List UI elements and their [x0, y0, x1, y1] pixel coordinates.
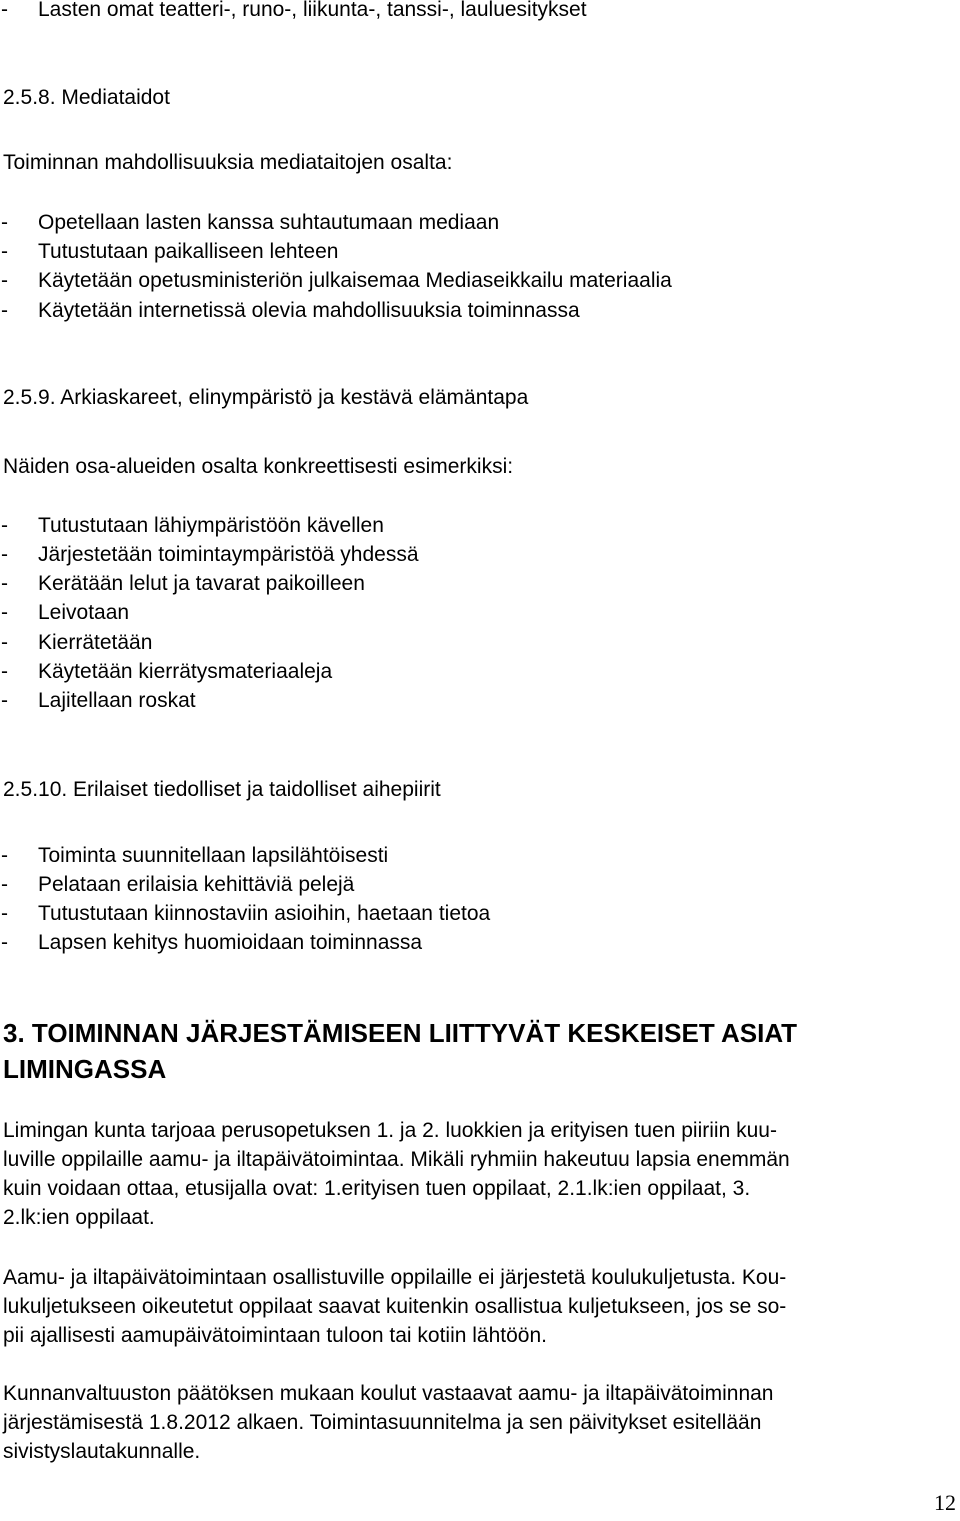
list-item [1, 900, 491, 928]
bullet-dash: - [1, 299, 8, 322]
list-item [1, 658, 333, 686]
paragraph-line: kuin voidaan ottaa, etusijalla ovat: 1.erityisen tuen oppilaat, 2.1.lk:ien oppilaat, 3. [3, 1177, 751, 1200]
list-item-text: Käytetään internetissä olevia mahdollisuuksia toiminnassa [38, 299, 580, 322]
paragraph-line: lukuljetukseen oikeutetut oppilaat saavat kuitenkin osallistua kuljetukseen, jos se so- [3, 1295, 787, 1318]
bullet-dash: - [1, 514, 8, 537]
chapter-heading: 3. TOIMINNAN JÄRJESTÄMISEEN LIITTYVÄT KESKEISET ASIAT [3, 1018, 798, 1048]
bullet-dash: - [1, 844, 8, 867]
bullet-dash: - [1, 902, 8, 925]
paragraph-line: järjestämisestä 1.8.2012 alkaen. Toimintasuunnitelma ja sen päivitykset esitellään [3, 1411, 762, 1434]
list-item [1, 599, 130, 627]
list-item [1, 687, 196, 715]
list-item-text: Lapsen kehitys huomioidaan toiminnassa [38, 931, 423, 954]
bullet-dash: - [1, 269, 8, 292]
paragraph-line: sivistyslautakunnalle. [3, 1440, 201, 1463]
paragraph-line: Limingan kunta tarjoaa perusopetuksen 1. ja 2. luokkien ja erityisen tuen piiriin kuu- [3, 1119, 777, 1142]
list-item [1, 209, 500, 237]
bullet-dash: - [1, 631, 8, 654]
section-intro: Toiminnan mahdollisuuksia mediataitojen osalta: [3, 151, 453, 174]
bullet-dash: - [1, 931, 8, 954]
section-heading: 2.5.8. Mediataidot [3, 86, 170, 109]
list-item-text: Tutustutaan lähiympäristöön kävellen [38, 514, 384, 537]
list-item [1, 929, 423, 957]
paragraph-line: 2.lk:ien oppilaat. [3, 1206, 155, 1229]
list-item [1, 267, 672, 295]
bullet-dash: - [1, 873, 8, 896]
list-item-text: Toiminta suunnitellaan lapsilähtöisesti [38, 844, 389, 867]
list-item [1, 570, 365, 598]
list-item [1, 512, 384, 540]
bullet-dash: - [1, 211, 8, 234]
bullet-dash: - [1, 240, 8, 263]
paragraph-line: Aamu- ja iltapäivätoimintaan osallistuville oppilaille ei järjestetä koulukuljetusta. Kou- [3, 1266, 787, 1289]
list-item-text: Kierrätetään [38, 631, 153, 654]
list-item [1, 629, 153, 657]
bullet-dash: - [1, 689, 8, 712]
bullet-dash: - [1, 572, 8, 595]
list-item-text: Kerätään lelut ja tavarat paikoilleen [38, 572, 365, 595]
list-item-text: Leivotaan [38, 601, 130, 624]
section-heading: 2.5.9. Arkiaskareet, elinympäristö ja kestävä elämäntapa [3, 386, 529, 409]
bullet-dash: - [1, 601, 8, 624]
list-item [1, 842, 389, 870]
paragraph [3, 1379, 953, 1466]
paragraph [3, 1263, 953, 1350]
list-item-text: Käytetään opetusministeriön julkaisemaa Mediaseikkailu materiaalia [38, 269, 672, 292]
paragraph [3, 1116, 953, 1232]
bullet-dash: - [1, 660, 8, 683]
list-item [1, 541, 419, 569]
list-item [1, 238, 339, 266]
paragraph-line: pii ajallisesti aamupäivätoimintaan tuloon tai kotiin lähtöön. [3, 1324, 547, 1347]
paragraph-line: Kunnanvaltuuston päätöksen mukaan koulut vastaavat aamu- ja iltapäivätoiminnan [3, 1382, 774, 1405]
bullet-dash: - [1, 0, 8, 21]
list-item-text: Pelataan erilaisia kehittäviä pelejä [38, 873, 355, 896]
list-item-text: Tutustutaan kiinnostaviin asioihin, haetaan tietoa [38, 902, 491, 925]
section-heading: 2.5.10. Erilaiset tiedolliset ja taidolliset aihepiirit [3, 778, 441, 801]
paragraph-line: luville oppilaille aamu- ja iltapäivätoimintaa. Mikäli ryhmiin hakeutuu lapsia enemmän [3, 1148, 790, 1171]
chapter-heading-continued: LIMINGASSA [3, 1054, 167, 1084]
list-item-text: Lasten omat teatteri-, runo-, liikunta-, tanssi-, lauluesitykset [38, 0, 587, 21]
list-item-text: Käytetään kierrätysmateriaaleja [38, 660, 333, 683]
list-item-text: Lajitellaan roskat [38, 689, 196, 712]
section-intro: Näiden osa-alueiden osalta konkreettisesti esimerkiksi: [3, 455, 514, 478]
list-item-text: Opetellaan lasten kanssa suhtautumaan mediaan [38, 211, 500, 234]
list-item [1, 0, 587, 24]
list-item-text: Tutustutaan paikalliseen lehteen [38, 240, 339, 263]
list-item [1, 871, 355, 899]
list-item-text: Järjestetään toimintaympäristöä yhdessä [38, 543, 419, 566]
page-number: 12 [934, 1490, 956, 1515]
bullet-dash: - [1, 543, 8, 566]
list-item [1, 297, 580, 325]
